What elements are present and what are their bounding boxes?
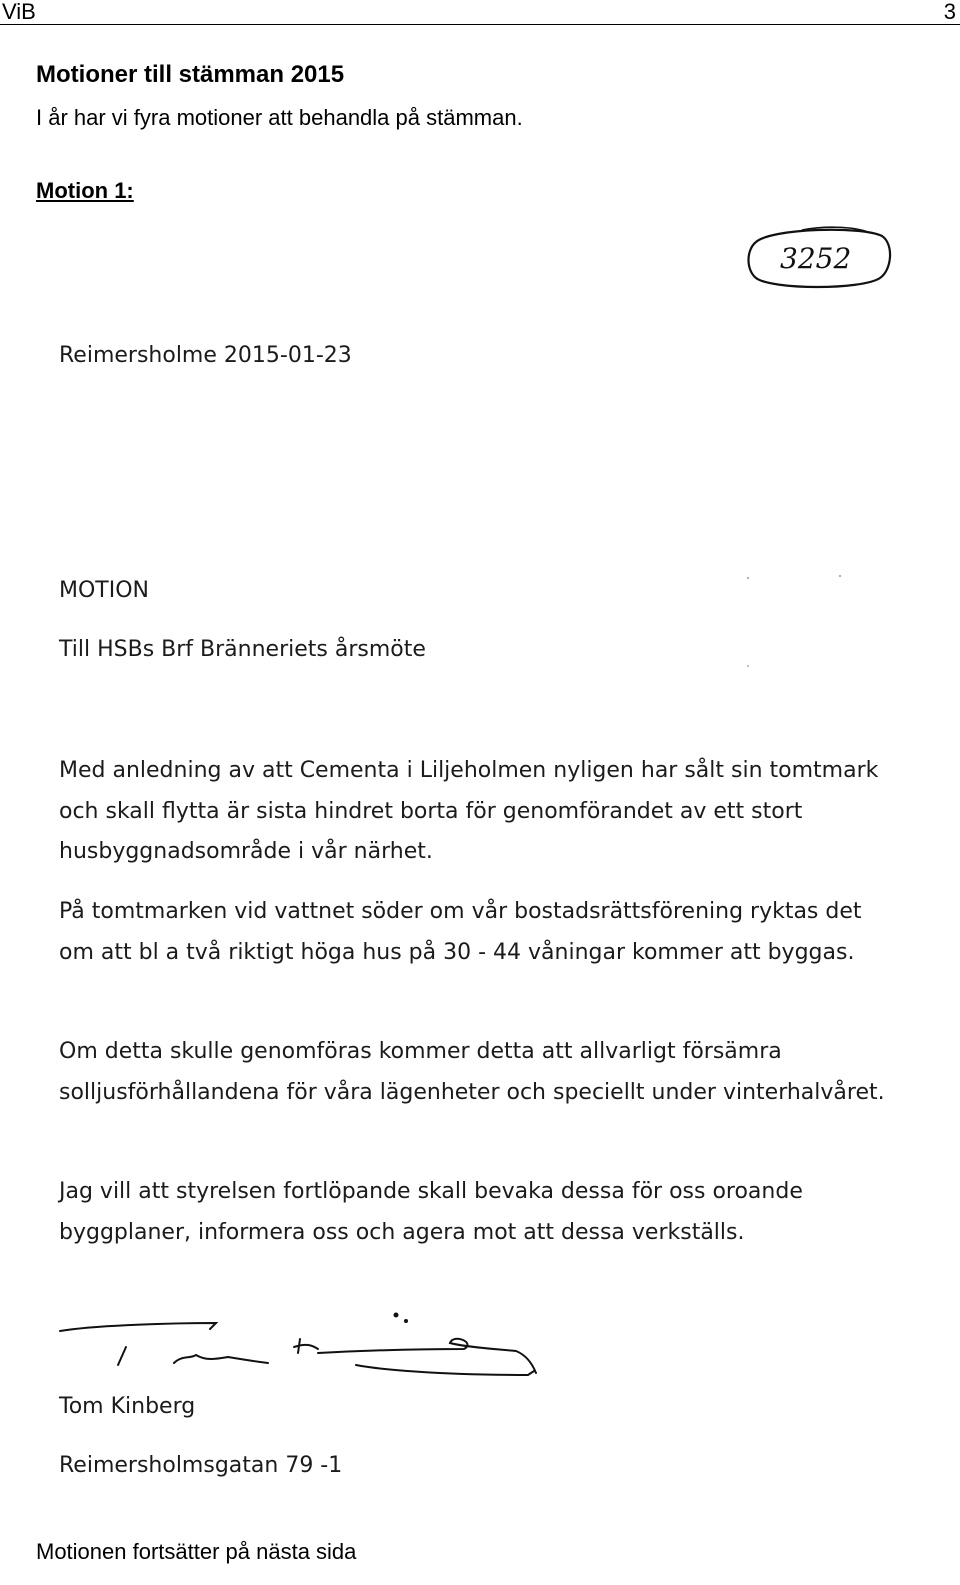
page-header [0, 0, 960, 25]
letter-paragraph: Jag vill att styrelsen fortlöpande skall bevaka dessa för oss oroande byggplaner, informera oss och agera mot att dessa verkställs. [59, 1179, 803, 1245]
letter-motion-label: MOTION [59, 578, 149, 603]
header-page-number: 3 [943, 0, 956, 24]
continuation-note: Motionen fortsätter på nästa sida [36, 1539, 357, 1564]
letter-signer-address: Reimersholmsgatan 79 -1 [59, 1453, 343, 1478]
letter-addressee: Till HSBs Brf Bränneriets årsmöte [59, 637, 426, 662]
page-title: Motioner till stämman 2015 [36, 61, 345, 88]
letter-paragraph: Med anledning av att Cementa i Liljeholmen nyligen har sålt sin tomtmark och skall flytta är sista hindret borta för genomförandet av ett stort husbyggnadsområde i vår närhet. [59, 758, 879, 864]
intro-text: I år har vi fyra motioner att behandla på stämman. [36, 105, 523, 130]
handwritten-stamp [742, 222, 894, 294]
scan-specks [730, 570, 880, 690]
letter-place-date: Reimersholme 2015-01-23 [59, 343, 352, 368]
handwritten-signature [56, 1303, 556, 1395]
stamp-number: 3252 [780, 242, 852, 275]
letter-paragraph: På tomtmarken vid vattnet söder om vår bostadsrättsförening ryktas det om att bl a två riktigt höga hus på 30 - 44 våningar kommer att byggas. [59, 899, 862, 965]
header-publication-name: ViB [2, 0, 36, 24]
letter-signer-name: Tom Kinberg [59, 1394, 196, 1419]
letter-paragraph: Om detta skulle genomföras kommer detta att allvarligt försämra solljusförhållandena för våra lägenheter och speciellt under vinterhalvåret. [59, 1039, 885, 1105]
motion-heading: Motion 1: [36, 178, 134, 203]
